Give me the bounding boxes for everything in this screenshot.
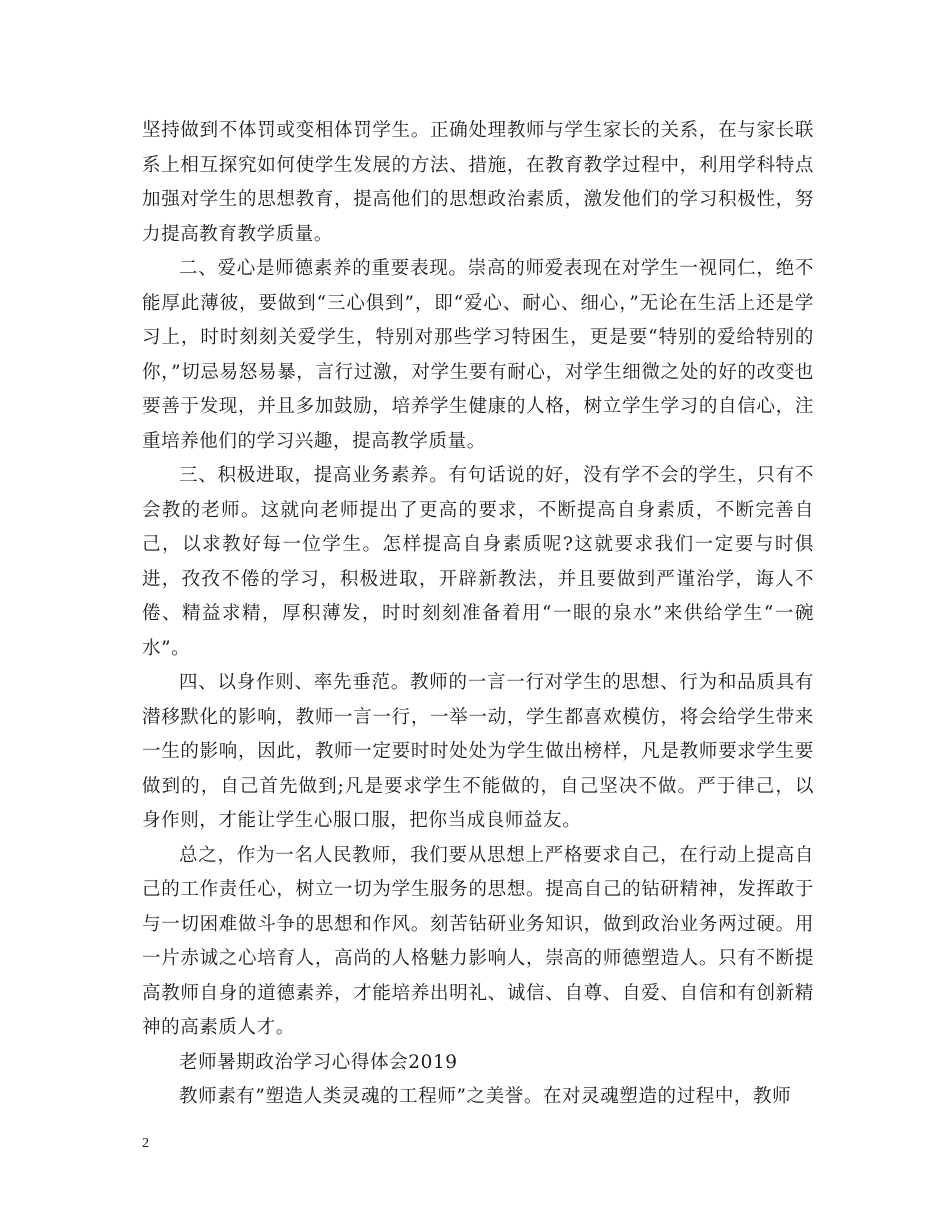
page-number: 2	[142, 1136, 149, 1151]
section-title: 老师暑期政治学习心得体会2019	[179, 1051, 458, 1073]
paragraph-4: 四、以身作则、率先垂范。教师的一言一行对学生的思想、行为和品质具有潜移默化的影响，教师一言一行，一举一动，学生都喜欢模仿，将会给学生带来一生的影响，因此，教师一定要时时处处为学生做出榜样，凡是教师要求学生要做到的，自己首先做到;凡是要求学生不能做的，自己坚决不做。严于律己，以身作则，才能让学生心服口服，把你当成良师益友。	[142, 672, 814, 831]
paragraph-1: 坚持做到不体罚或变相体罚学生。正确处理教师与学生家长的关系，在与家长联系上相互探究如何使学生发展的方法、措施，在教育教学过程中，利用学科特点加强对学生的思想教育，提高他们的思想政治素质，激发他们的学习积极性，努力提高教育教学质量。	[142, 120, 814, 245]
paragraph-7: 教师素有”塑造人类灵魂的工程师”之美誉。在对灵魂塑造的过程中，教师	[179, 1086, 792, 1107]
paragraph-5: 总之，作为一名人民教师，我们要从思想上严格要求自己，在行动上提高自己的工作责任心，树立一切为学生服务的思想。提高自己的钻研精神，发挥敢于与一切困难做斗争的思想和作风。刻苦钻研业务知识，做到政治业务两过硬。用一片赤诚之心培育人，高尚的人格魅力影响人，崇高的师德塑造人。只有不断提高教师自身的道德素养，才能培养出明礼、诚信、自尊、自爱、自信和有创新精神的高素质人才。	[142, 844, 814, 1038]
paragraph-3: 三、积极进取，提高业务素养。有句话说的好，没有学不会的学生，只有不会教的老师。这就向老师提出了更高的要求，不断提高自身素质，不断完善自己，以求教好每一位学生。怎样提高自身素质呢?这就要求我们一定要与时俱进，孜孜不倦的学习，积极进取，开辟新教法，并且要做到严谨治学，诲人不倦、精益求精，厚积薄发，时时刻刻准备着用“一眼的泉水”来供给学生“一碗水”。	[142, 465, 814, 659]
document-body	[142, 114, 814, 1115]
paragraph-2: 二、爱心是师德素养的重要表现。崇高的师爱表现在对学生一视同仁，绝不能厚此薄彼，要做到“三心俱到”，即“爱心、耐心、细心，”无论在生活上还是学习上，时时刻刻关爱学生，特别对那些学习特困生，更是要“特别的爱给特别的你，”切忌易怒易暴，言行过激，对学生要有耐心，对学生细微之处的好的改变也要善于发现，并且多加鼓励，培养学生健康的人格，树立学生学习的自信心，注重培养他们的学习兴趣，提高教学质量。	[142, 258, 814, 452]
